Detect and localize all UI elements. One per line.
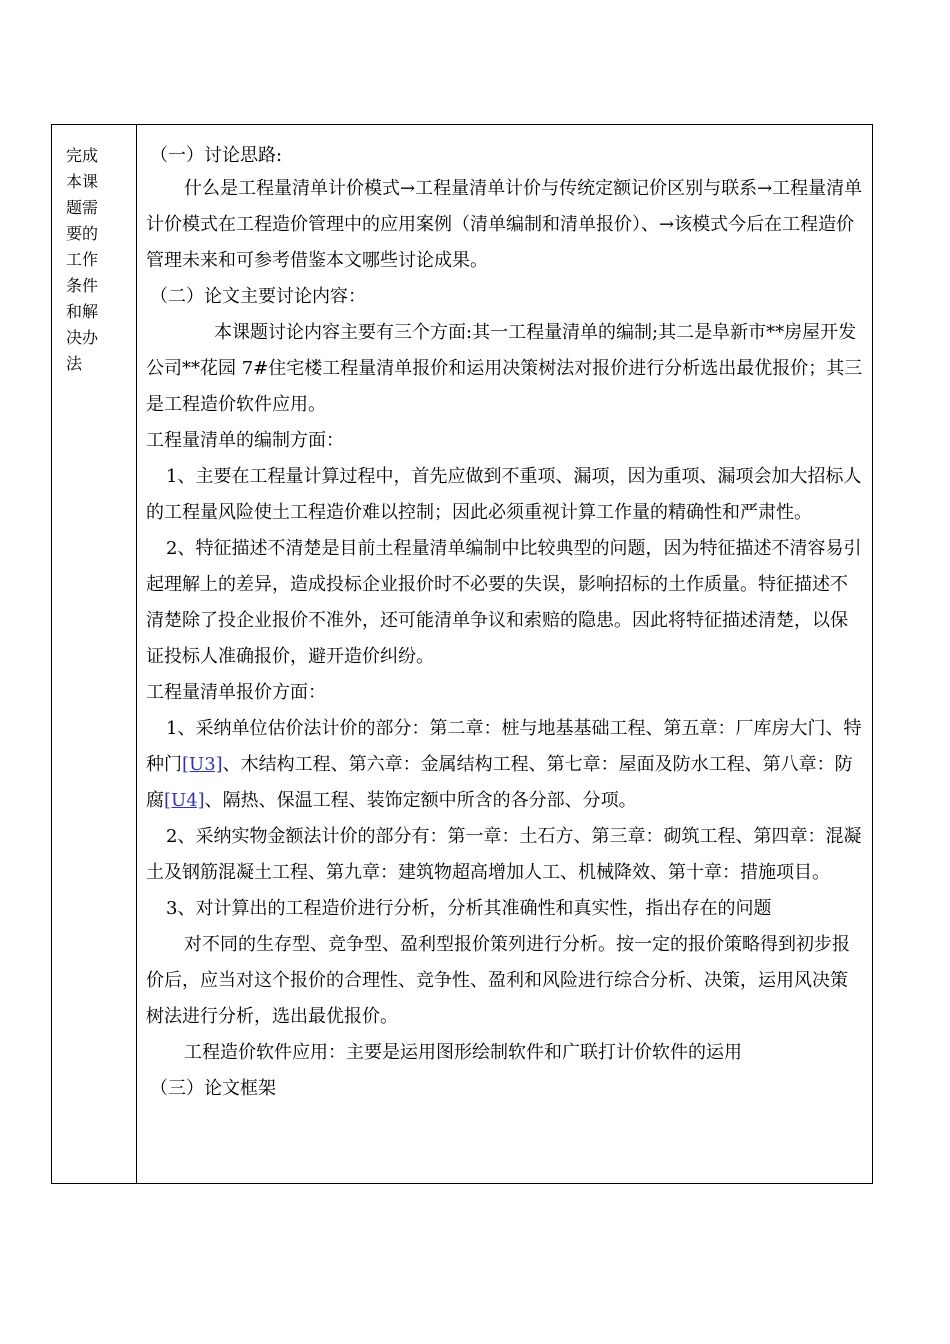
list-item: 3、对计算出的工程造价进行分析，分析其准确性和真实性，指出存在的问题 xyxy=(166,898,772,919)
text-run: 、木结构工程、第六章：金属结构工程、第七章：屋面及防水工程、第八章：防腐 xyxy=(146,754,853,811)
section-3-heading: （三）论文框架 xyxy=(150,1078,276,1099)
row-label-line: 决办 xyxy=(66,328,99,347)
row-label-line: 工作 xyxy=(66,250,99,269)
content-cell xyxy=(146,141,864,1107)
section-2-paragraph: 本课题讨论内容主要有三个方面:其一工程量清单的编制;其二是阜新市**房屋开发公司**花园 7#住宅楼工程量清单报价和运用决策树法对报价进行分析选出最优报价；其三是工程造价软件应用。 xyxy=(146,322,863,415)
row-label-line: 本课 xyxy=(66,172,99,191)
comment-link-u4[interactable]: [U4] xyxy=(164,790,205,811)
subsection-list-heading: 工程量清单的编制方面： xyxy=(146,430,344,451)
section-1-heading: （一）讨论思路: xyxy=(150,145,283,166)
row-label-line: 要的 xyxy=(66,224,99,243)
section-2-heading: （二）论文主要讨论内容： xyxy=(150,286,366,307)
row-label-line: 条件 xyxy=(66,276,99,295)
list-item: 2、特征描述不清楚是目前土程量清单编制中比较典型的问题，因为特征描述不清容易引起理解上的差异，造成投标企业报价时不必要的失误，影响招标的土作质量。特征描述不清楚除了投企业报价不准外，还可能清单争议和索赔的隐患。因此将特征描述清楚，以保证投标人准确报价，避开造价纠纷。 xyxy=(146,538,862,667)
software-paragraph: 工程造价软件应用：主要是运用图形绘制软件和广联打计价软件的运用 xyxy=(184,1042,742,1063)
list-item: 2、采纳实物金额法计价的部分有：第一章：土石方、第三章：砌筑工程、第四章：混凝土及钢筋混凝土工程、第九章：建筑物超高增加人工、机械降效、第十章：措施项目。 xyxy=(146,826,862,883)
subsection-pricing-heading: 工程量清单报价方面： xyxy=(146,682,326,703)
column-divider xyxy=(136,125,137,1183)
list-item: 1、主要在工程量计算过程中，首先应做到不重项、漏项，因为重项、漏项会加大招标人的工程量风险使土工程造价难以控制；因此必须重视计算工作量的精确性和严肃性。 xyxy=(146,466,862,523)
comment-link-u3[interactable]: [U3] xyxy=(182,754,223,775)
list-item xyxy=(146,711,864,819)
row-label-line: 题需 xyxy=(66,198,99,217)
row-label-line: 法 xyxy=(66,354,83,373)
row-label-line: 和解 xyxy=(66,302,99,321)
section-1-paragraph: 什么是工程量清单计价模式→工程量清单计价与传统定额记价区别与联系→工程量清单计价模式在工程造价管理中的应用案例（清单编制和清单报价）、→该模式今后在工程造价管理未来和可参考借鉴本文哪些讨论成果。 xyxy=(146,178,863,271)
text-run: 1、采纳单位估价法计价的部分：第二章：桩与地基基础工程、第五章：厂库房大门、特种门 xyxy=(146,718,862,775)
analysis-paragraph: 对不同的生存型、竞争型、盈利型报价策列进行分析。按一定的报价策略得到初步报价后，应当对这个报价的合理性、竞争性、盈利和风险进行综合分析、决策，运用风决策树法进行分析，选出最优报价。 xyxy=(146,934,850,1027)
row-label-line: 完成 xyxy=(66,146,99,165)
conditions-table xyxy=(51,124,873,1184)
text-run: 、隔热、保温工程、装饰定额中所含的各分部、分项。 xyxy=(204,790,637,811)
row-label xyxy=(66,143,106,377)
